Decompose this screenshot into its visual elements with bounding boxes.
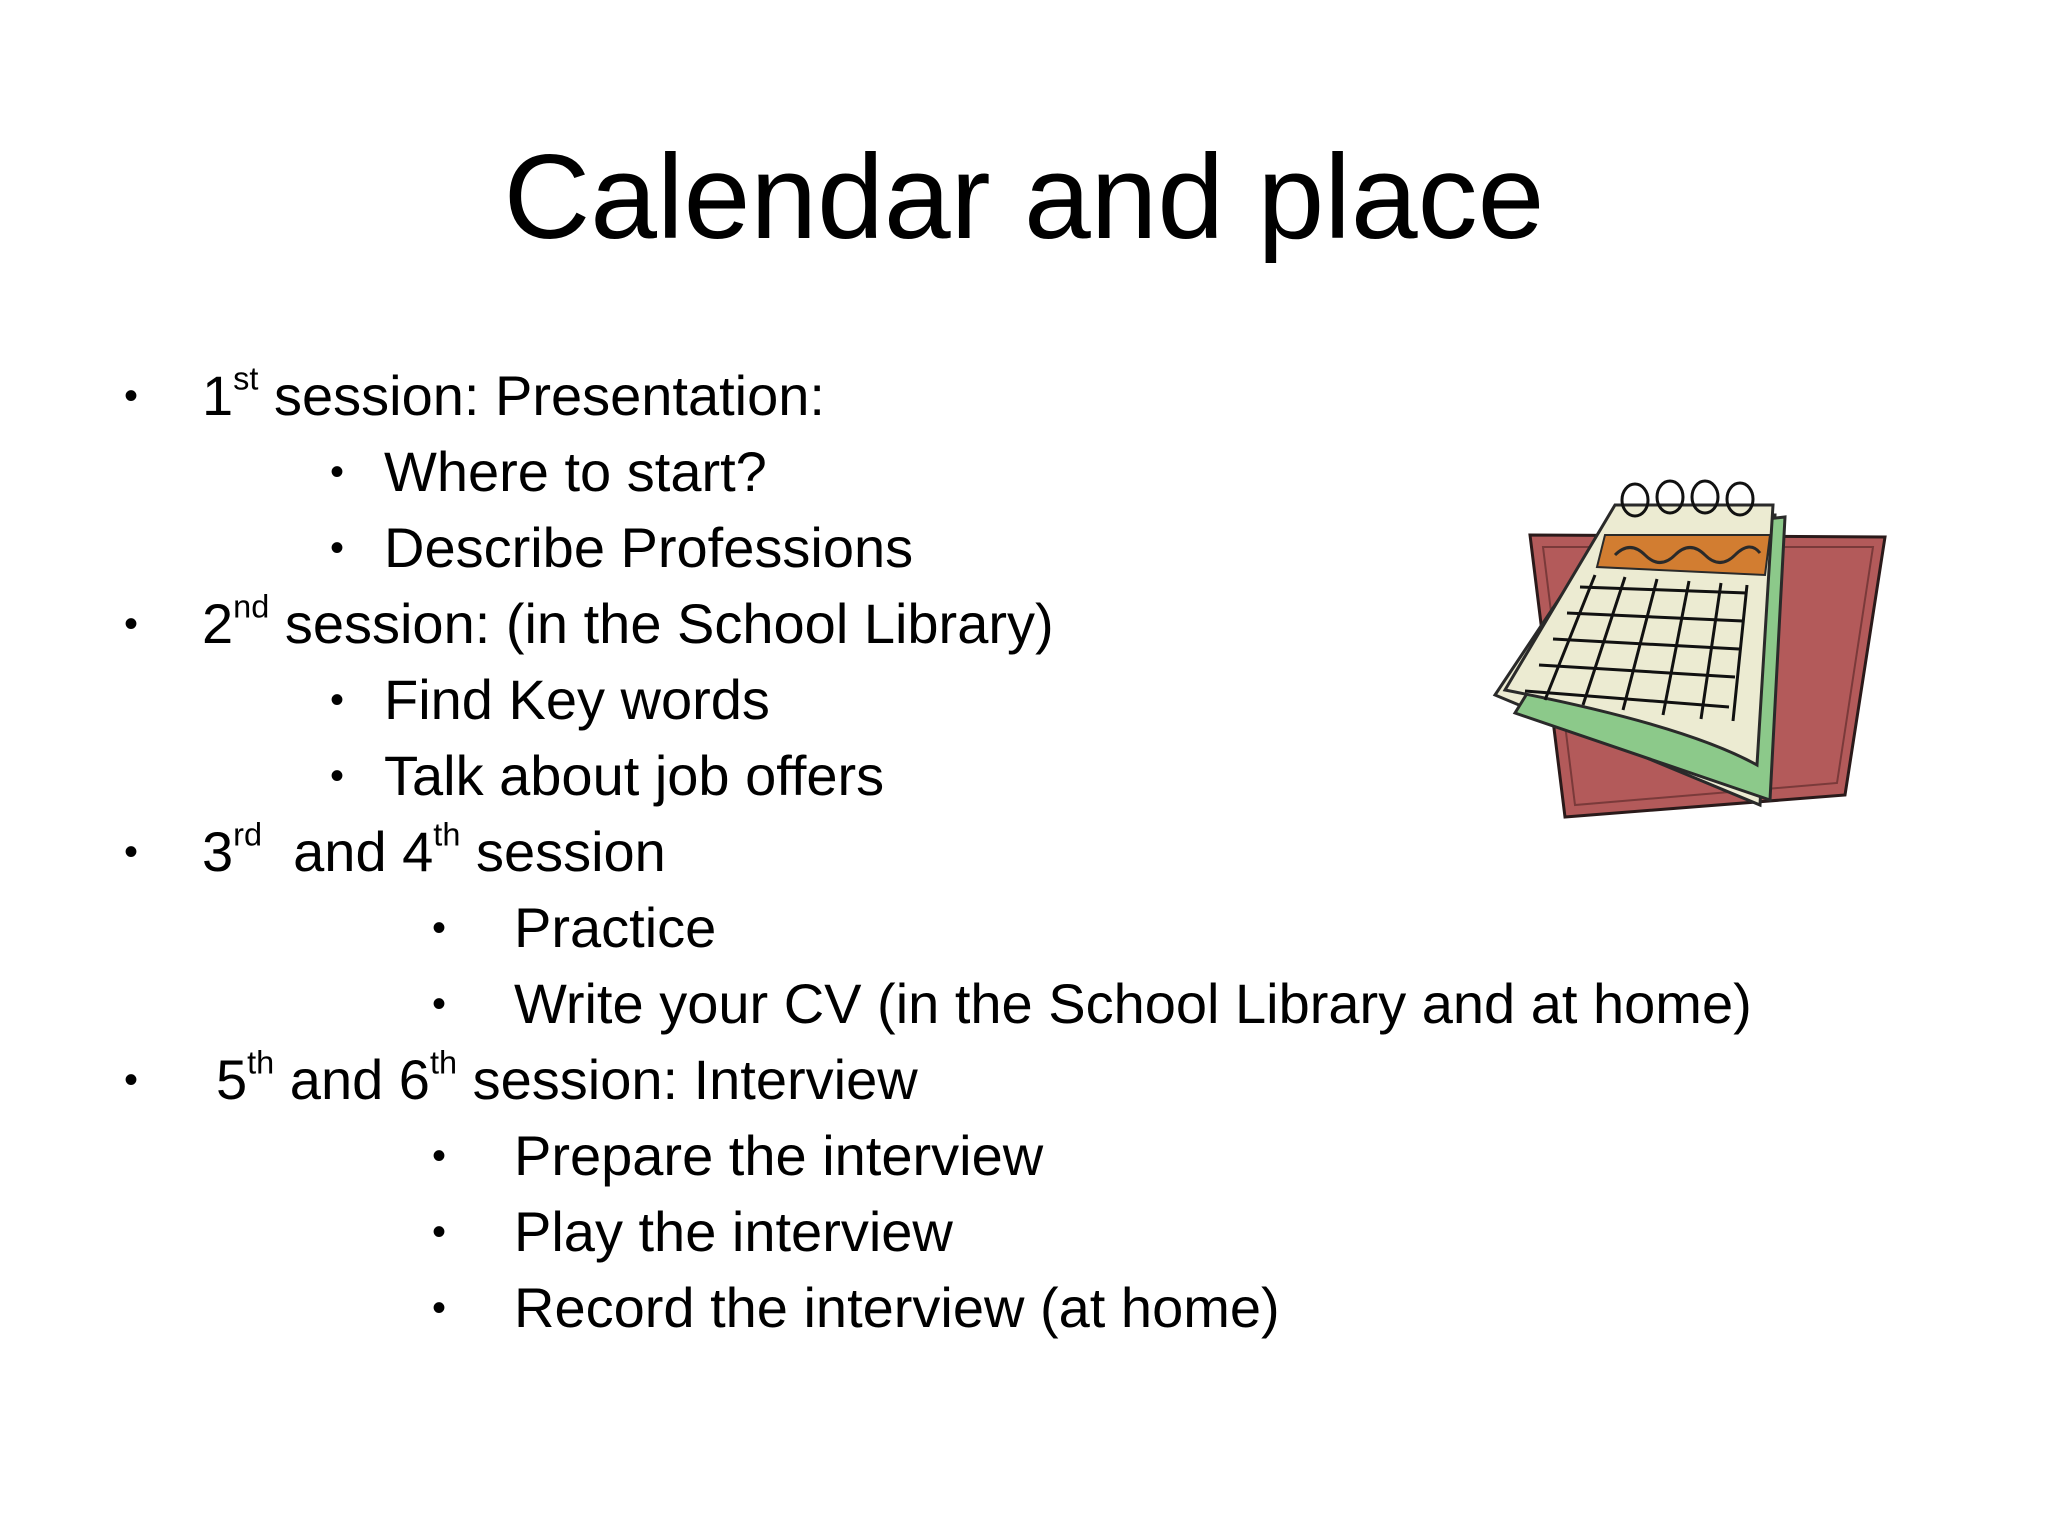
session-text: session [460, 820, 666, 883]
session-text: session: Presentation: [258, 364, 825, 427]
session-5-6-item: Play the interview [514, 1200, 953, 1263]
ordinal-suffix: th [433, 816, 461, 853]
session-text: session: (in the School Library) [269, 592, 1054, 655]
bullet-marker: • [432, 1286, 447, 1330]
session-1-item: Describe Professions [384, 516, 914, 579]
ordinal-suffix: th [429, 1044, 458, 1081]
bullet-marker: • [330, 526, 345, 570]
bullet-marker: • [124, 830, 139, 874]
session-5-6-heading [216, 1044, 918, 1112]
session-3-4-item: Practice [514, 896, 717, 959]
bullet-marker: • [432, 906, 447, 950]
slide-title: Calendar and place [503, 130, 1545, 264]
session-number: 1 [202, 364, 234, 427]
session-5-6-item: Record the interview (at home) [514, 1276, 1280, 1339]
session-text: and 6 [274, 1048, 430, 1111]
ordinal-suffix: nd [233, 588, 270, 625]
session-3-4-item: Write your CV (in the School Library and at home) [514, 972, 1752, 1035]
calendar-icon [1485, 475, 1905, 830]
ordinal-suffix: rd [233, 816, 263, 853]
bullet-marker: • [124, 374, 139, 418]
bullet-marker: • [124, 1058, 139, 1102]
session-number: 3 [202, 820, 234, 883]
ordinal-suffix: st [233, 360, 259, 397]
session-2-item: Talk about job offers [384, 744, 885, 807]
session-text: session: Interview [457, 1048, 918, 1111]
bullet-marker: • [330, 678, 345, 722]
ordinal-suffix: th [247, 1044, 275, 1081]
bullet-marker: • [432, 982, 447, 1026]
session-3-4-heading [202, 816, 666, 884]
bullet-marker: • [330, 450, 345, 494]
session-number: 2 [202, 592, 234, 655]
session-1-heading [202, 360, 825, 428]
session-1-item: Where to start? [384, 440, 767, 503]
bullet-marker: • [330, 754, 345, 798]
session-2-item: Find Key words [384, 668, 770, 731]
session-text: and 4 [262, 820, 434, 883]
bullet-marker: • [432, 1210, 447, 1254]
session-number: 5 [216, 1048, 248, 1111]
session-5-6-item: Prepare the interview [514, 1124, 1044, 1187]
bullet-marker: • [432, 1134, 447, 1178]
bullet-marker: • [124, 602, 139, 646]
session-2-heading [202, 588, 1054, 656]
